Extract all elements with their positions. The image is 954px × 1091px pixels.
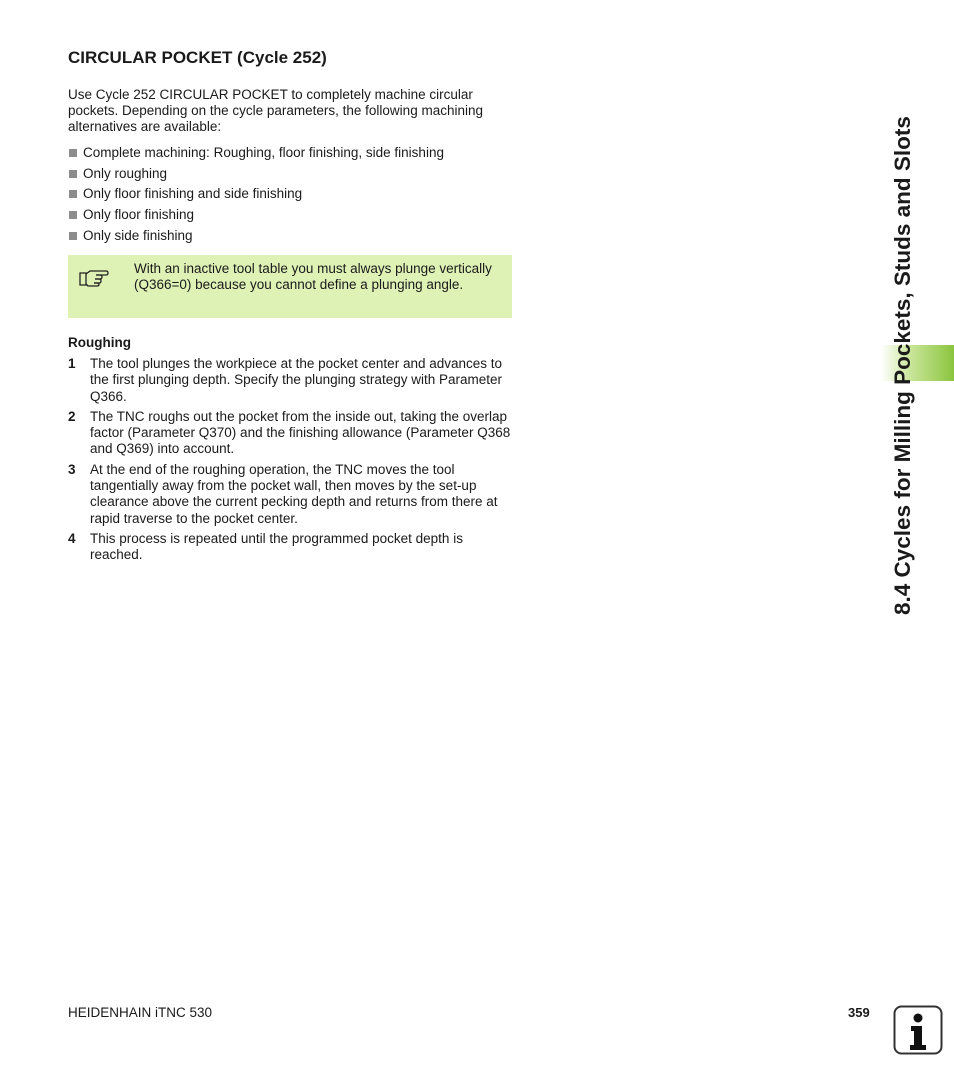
pointing-hand-icon	[78, 265, 110, 289]
page-number: 359	[848, 1005, 870, 1020]
step-text: At the end of the roughing operation, the TNC moves the tool tangentially away from the pocket wall, then moves by the set-up clearance above the current pecking depth and returns from there at rapid traverse to the pocket center.	[90, 461, 498, 526]
step-number: 3	[68, 461, 76, 477]
step-text: The TNC roughs out the pocket from the inside out, taking the overlap factor (Parameter Q370) and the finishing allowance (Parameter Q368 and Q369) into account.	[90, 408, 511, 457]
list-item	[68, 356, 516, 405]
step-number: 1	[68, 356, 76, 371]
alternatives-list	[68, 145, 444, 248]
bullet-square-icon	[69, 190, 77, 198]
note-text: With an inactive tool table you must always plunge vertically (Q366=0) because you cannot define a plunging angle.	[134, 261, 492, 293]
roughing-heading: Roughing	[68, 335, 131, 350]
list-item	[68, 531, 516, 564]
step-number: 2	[68, 408, 76, 424]
bullet-square-icon	[69, 170, 77, 178]
list-item: Complete machining: Roughing, floor finishing, side finishing	[68, 145, 444, 166]
bullet-square-icon	[69, 211, 77, 219]
list-item	[68, 409, 516, 458]
info-icon	[893, 1005, 943, 1055]
list-item: Only side finishing	[68, 228, 444, 249]
list-item: Only floor finishing and side finishing	[68, 186, 444, 207]
step-text: This process is repeated until the programmed pocket depth is reached.	[90, 530, 463, 563]
intro-paragraph: Use Cycle 252 CIRCULAR POCKET to completely machine circular pockets. Depending on the cycle parameters, the following machining alternatives are available:	[68, 87, 483, 134]
list-item: Only roughing	[68, 166, 444, 187]
list-item	[68, 462, 516, 527]
list-item: Only floor finishing	[68, 207, 444, 228]
roughing-steps	[68, 356, 516, 568]
page-title: CIRCULAR POCKET (Cycle 252)	[68, 48, 327, 67]
note-box	[68, 255, 512, 318]
step-text: The tool plunges the workpiece at the pocket center and advances to the first plunging depth. Specify the plunging strategy with Parameter Q366.	[90, 356, 503, 404]
bullet-square-icon	[69, 232, 77, 240]
bullet-square-icon	[69, 149, 77, 157]
step-number: 4	[68, 530, 76, 546]
footer-product: HEIDENHAIN iTNC 530	[68, 1005, 213, 1020]
chapter-side-title: 8.4 Cycles for Milling Pockets, Studs and Slots	[890, 116, 915, 615]
